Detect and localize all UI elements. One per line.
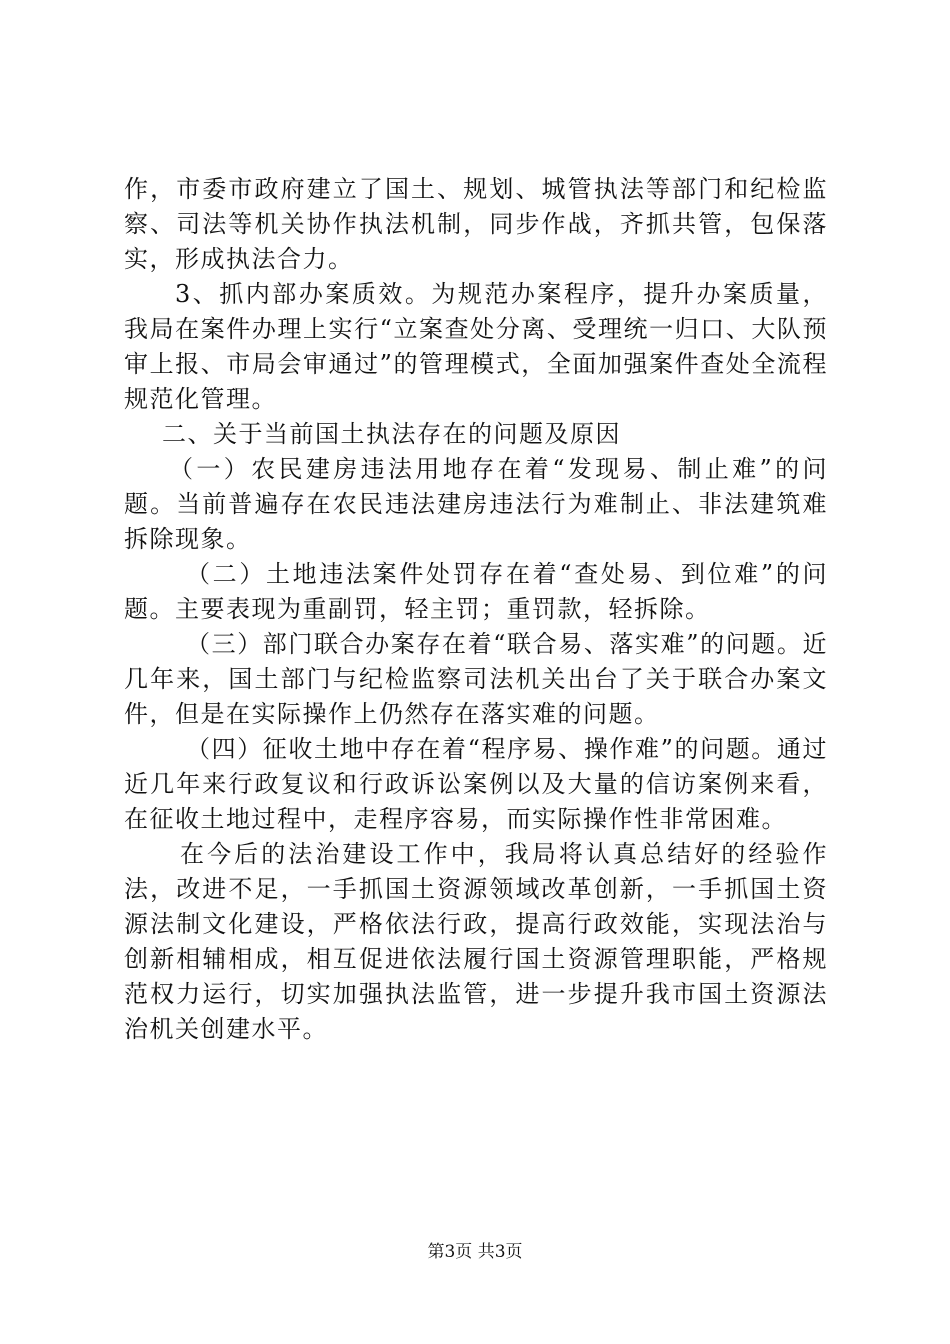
paragraph-continuation: 作，市委市政府建立了国土、规划、城管执法等部门和纪检监察、司法等机关协作执法机制，同步作战，齐抓共管，包保落实，形成执法合力。	[124, 175, 828, 273]
paragraph-problem-1: （一）农民建房违法用地存在着“发现易、制止难”的问题。当前普遍存在农民违法建房违法行为难制止、非法建筑难拆除现象。	[124, 455, 828, 553]
paragraph-problem-3: （三）部门联合办案存在着“联合易、落实难”的问题。近几年来，国土部门与纪检监察司法机关出台了关于联合办案文件，但是在实际操作上仍然存在落实难的问题。	[124, 630, 828, 728]
paragraph-conclusion: 在今后的法治建设工作中，我局将认真总结好的经验作法，改进不足，一手抓国土资源领域改革创新，一手抓国土资源法制文化建设，严格依法行政，提高行政效能，实现法治与创新相辅相成，相互促进依法履行国土资源管理职能，严格规范权力运行，切实加强执法监管，进一步提升我市国土资源法治机关创建水平。	[124, 840, 828, 1043]
page-footer: 第3页 共3页	[427, 1242, 523, 1262]
paragraph-problem-4: （四）征收土地中存在着“程序易、操作难”的问题。通过近几年来行政复议和行政诉讼案例以及大量的信访案例来看，在征收土地过程中，走程序容易，而实际操作性非常困难。	[124, 735, 828, 833]
paragraph-internal-case-quality: 3、抓内部办案质效。为规范办案程序，提升办案质量，我局在案件办理上实行“立案查处分离、受理统一归口、大队预审上报、市局会审通过”的管理模式，全面加强案件查处全流程规范化管理。	[124, 280, 828, 413]
document-body	[124, 172, 828, 1047]
paragraph-problem-2: （二）土地违法案件处罚存在着“查处易、到位难”的问题。主要表现为重副罚，轻主罚；重罚款，轻拆除。	[124, 560, 828, 623]
section-heading-problems: 二、关于当前国土执法存在的问题及原因	[162, 420, 621, 448]
